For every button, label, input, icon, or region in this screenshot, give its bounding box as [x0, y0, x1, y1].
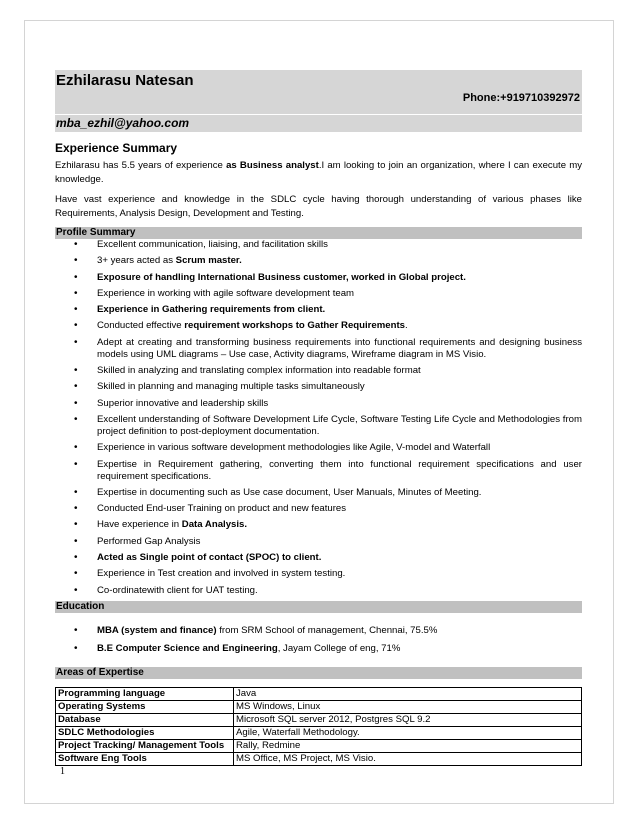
- expertise-key: Software Eng Tools: [56, 752, 234, 765]
- bullet-icon: •: [74, 413, 78, 425]
- table-row: [56, 713, 582, 726]
- list-item: • Superior innovative and leadership skills: [74, 397, 269, 409]
- table-row: [56, 687, 582, 700]
- list-item: • Adept at creating and transforming business requirements into functional requirements and designing business models using UML diagrams – Use case, Activity diagrams, Wireframe diagram in MS Visio.: [74, 336, 582, 360]
- experience-summary-paragraph-2: Have vast experience and knowledge in the SDLC cycle having thorough understanding of various phases like Requirements, Analysis Design, Development and Testing.: [55, 194, 582, 219]
- bullet-icon: •: [74, 535, 78, 547]
- profile-summary-title: Profile Summary: [55, 227, 582, 239]
- bullet-icon: •: [74, 320, 78, 332]
- list-item: • Experience in working with agile software development team: [74, 287, 355, 299]
- expertise-table: [55, 687, 582, 766]
- list-item: • MBA (system and finance) from SRM School of management, Chennai, 75.5%: [74, 624, 438, 636]
- education-list: [55, 625, 582, 655]
- education-title: Education: [55, 601, 582, 613]
- bullet-icon: •: [74, 336, 78, 348]
- expertise-key: Project Tracking/ Management Tools: [56, 739, 234, 752]
- experience-summary-title: Experience Summary: [55, 141, 178, 155]
- bullet-icon: •: [74, 271, 78, 283]
- expertise-key: Operating Systems: [56, 700, 234, 713]
- bullet-icon: •: [74, 397, 78, 409]
- resume-content: [55, 70, 582, 766]
- table-row: [56, 726, 582, 739]
- bullet-icon: •: [74, 486, 78, 498]
- list-item: • Expertise in documenting such as Use case document, User Manuals, Minutes of Meeting.: [74, 486, 482, 498]
- table-row: [56, 700, 582, 713]
- experience-summary-paragraph-1: Ezhilarasu has 5.5 years of experience as Business analyst.I am looking to join an organization, where I can execute my knowledge.: [55, 160, 583, 185]
- expertise-key: SDLC Methodologies: [56, 726, 234, 739]
- bullet-icon: •: [74, 552, 78, 564]
- list-item: • Skilled in planning and managing multiple tasks simultaneously: [74, 381, 365, 393]
- list-item: • Experience in various software development methodologies like Agile, V-model and Waterfall: [74, 442, 491, 454]
- list-item: • Conducted effective requirement workshops to Gather Requirements.: [74, 320, 408, 332]
- bullet-icon: •: [74, 624, 78, 636]
- header-box: [55, 70, 582, 114]
- list-item: • Experience in Gathering requirements from client.: [74, 304, 326, 316]
- list-item: • Excellent communication, liaising, and facilitation skills: [74, 239, 328, 250]
- phone-number: Phone:+919710392972: [462, 92, 580, 104]
- expertise-value: MS Office, MS Project, MS Visio.: [234, 752, 582, 765]
- bullet-icon: •: [74, 381, 78, 393]
- list-item: • Experience in Test creation and involved in system testing.: [74, 568, 346, 580]
- table-row: [56, 739, 582, 752]
- bullet-icon: •: [74, 584, 78, 596]
- bullet-icon: •: [74, 287, 78, 299]
- profile-summary-list: [55, 239, 582, 597]
- list-item: • Conducted End-user Training on product and new features: [74, 503, 347, 515]
- bullet-icon: •: [74, 519, 78, 531]
- list-item: • Excellent understanding of Software Development Life Cycle, Software Testing Life Cycle and Methodologies from project definition to post-deployment documentation.: [74, 413, 582, 437]
- email-address: mba_ezhil@yahoo.com: [55, 114, 582, 132]
- areas-of-expertise-title: Areas of Expertise: [55, 667, 582, 679]
- bullet-icon: •: [74, 503, 78, 515]
- table-row: [56, 752, 582, 765]
- expertise-value: Agile, Waterfall Methodology.: [234, 726, 582, 739]
- list-item: • Skilled in analyzing and translating complex information into readable format: [74, 365, 421, 377]
- expertise-key: Database: [56, 713, 234, 726]
- bullet-icon: •: [74, 255, 78, 267]
- list-item: • Have experience in Data Analysis.: [74, 519, 248, 531]
- bullet-icon: •: [74, 442, 78, 454]
- expertise-value: Rally, Redmine: [234, 739, 582, 752]
- candidate-name: Ezhilarasu Natesan: [56, 72, 194, 89]
- list-item: • B.E Computer Science and Engineering, Jayam College of eng, 71%: [74, 642, 401, 654]
- list-item: • Performed Gap Analysis: [74, 535, 201, 547]
- bullet-icon: •: [74, 642, 78, 654]
- bullet-icon: •: [74, 365, 78, 377]
- expertise-key: Programming language: [56, 687, 234, 700]
- expertise-value: Microsoft SQL server 2012, Postgres SQL 9.2: [234, 713, 582, 726]
- bullet-icon: •: [74, 239, 78, 250]
- list-item: • 3+ years acted as Scrum master.: [74, 255, 242, 267]
- bullet-icon: •: [74, 458, 78, 470]
- list-item: • Acted as Single point of contact (SPOC) to client.: [74, 552, 322, 564]
- page-number: 1: [60, 766, 65, 777]
- list-item: • Exposure of handling International Business customer, worked in Global project.: [74, 271, 466, 283]
- bullet-icon: •: [74, 568, 78, 580]
- expertise-value: Java: [234, 687, 582, 700]
- bullet-icon: •: [74, 304, 78, 316]
- list-item: • Expertise in Requirement gathering, converting them into functional requirement specifications and user requirement specifications.: [74, 458, 582, 482]
- expertise-value: MS Windows, Linux: [234, 700, 582, 713]
- list-item: • Co-ordinatewith client for UAT testing.: [74, 584, 258, 596]
